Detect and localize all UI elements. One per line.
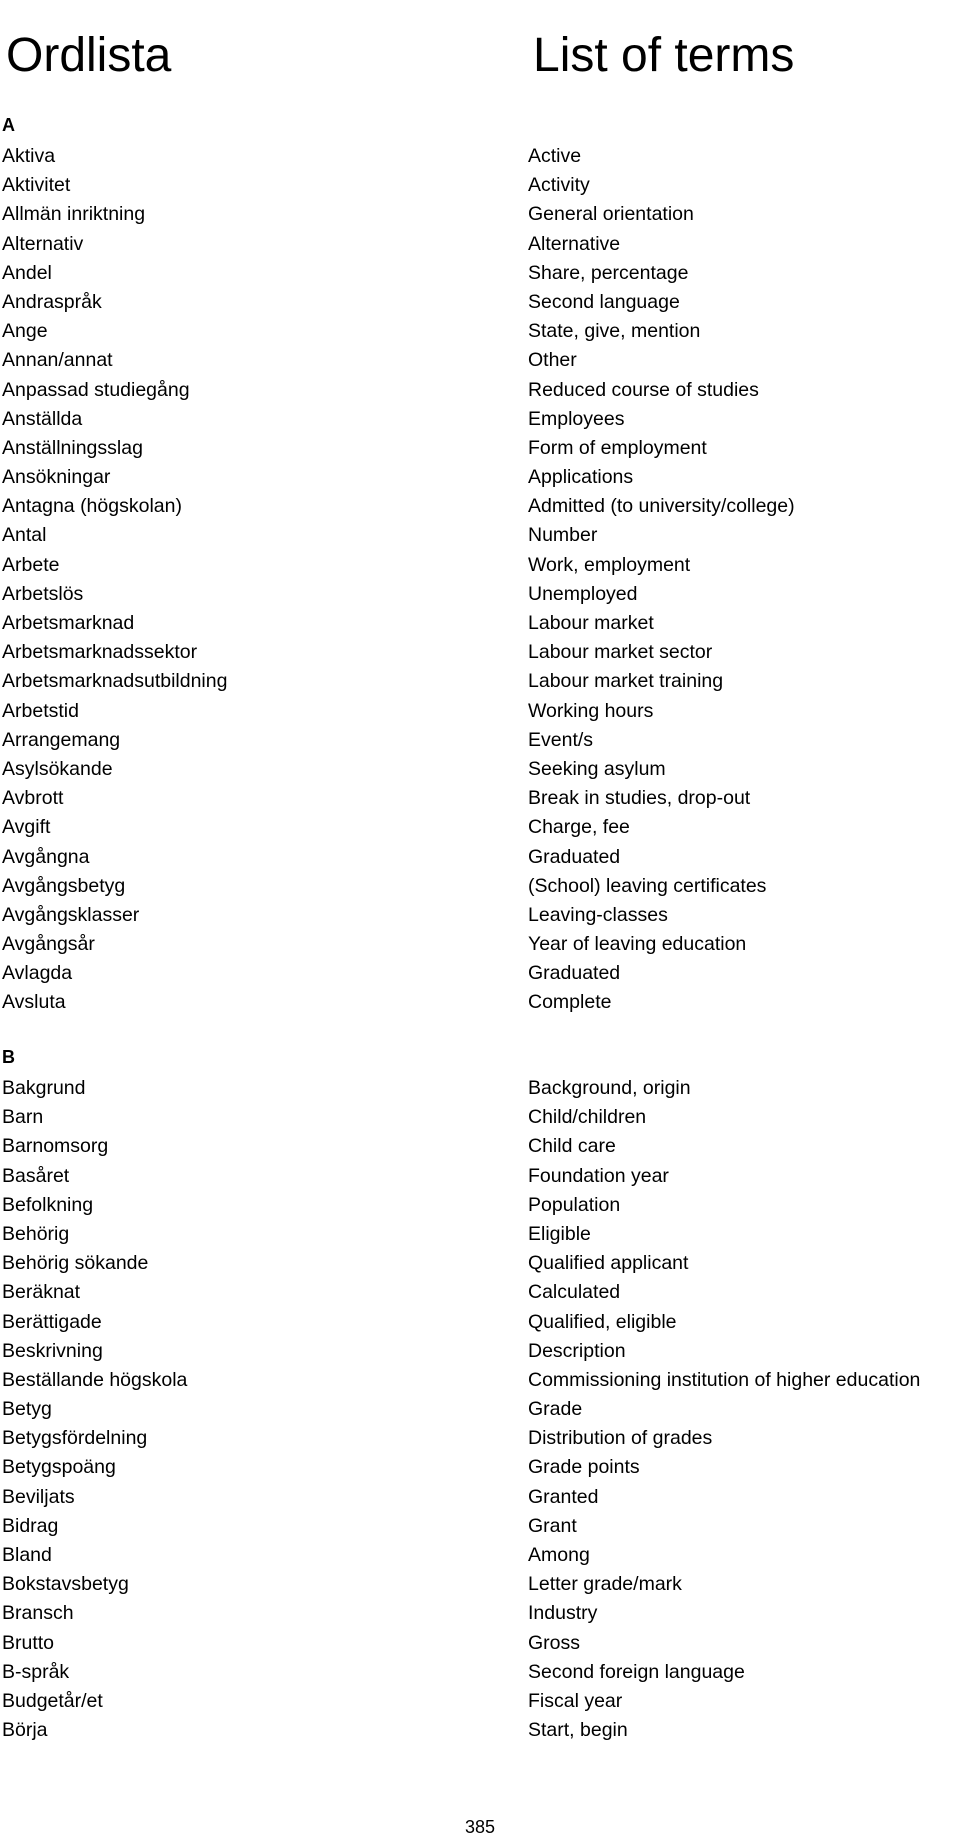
swedish-term: Budgetår/et xyxy=(2,1689,103,1712)
term-row xyxy=(0,638,960,667)
term-row xyxy=(0,1541,960,1570)
english-term: Break in studies, drop-out xyxy=(528,787,751,810)
swedish-term: Brutto xyxy=(2,1631,55,1654)
english-term: (School) leaving certificates xyxy=(528,874,767,897)
english-term: Second foreign language xyxy=(528,1660,745,1683)
swedish-term: Ansökningar xyxy=(2,466,111,489)
english-term: Share, percentage xyxy=(528,261,689,284)
term-row xyxy=(0,1629,960,1658)
term-row xyxy=(0,959,960,988)
english-term: Event/s xyxy=(528,728,594,751)
term-row xyxy=(0,1512,960,1541)
swedish-term: Alternativ xyxy=(2,232,84,255)
english-term: Grant xyxy=(528,1514,577,1537)
english-term: Fiscal year xyxy=(528,1689,623,1712)
english-term: Distribution of grades xyxy=(528,1427,713,1450)
english-term: Charge, fee xyxy=(528,816,630,839)
swedish-term: Beskrivning xyxy=(2,1339,103,1362)
english-term: Foundation year xyxy=(528,1164,669,1187)
swedish-term: Berättigade xyxy=(2,1310,102,1333)
term-row xyxy=(0,492,960,521)
english-term: Industry xyxy=(528,1602,598,1625)
english-term: Active xyxy=(528,145,582,167)
term-row xyxy=(0,1074,960,1103)
term-row xyxy=(0,930,960,959)
english-term: Letter grade/mark xyxy=(528,1573,682,1596)
swedish-term: Betyg xyxy=(2,1398,52,1421)
swedish-term: Betygsfördelning xyxy=(2,1427,148,1450)
english-term: Work, employment xyxy=(528,553,691,576)
term-row xyxy=(0,1453,960,1482)
term-row xyxy=(0,1658,960,1687)
english-term: Activity xyxy=(528,174,590,197)
swedish-term: Andraspråk xyxy=(2,290,102,313)
english-term: Eligible xyxy=(528,1222,591,1245)
swedish-term: Arbetstid xyxy=(2,699,79,722)
term-row xyxy=(0,988,960,1017)
english-term: Working hours xyxy=(528,699,654,722)
swedish-term: Avlagda xyxy=(2,962,73,985)
term-row xyxy=(0,230,960,259)
swedish-term: B-språk xyxy=(2,1660,70,1683)
term-row xyxy=(0,259,960,288)
english-term: General orientation xyxy=(528,203,694,226)
english-term: Graduated xyxy=(528,845,621,868)
section-letter: B xyxy=(2,1047,15,1067)
swedish-term: Anställda xyxy=(2,407,83,430)
english-term: Description xyxy=(528,1339,626,1362)
term-row xyxy=(0,667,960,696)
english-term: Second language xyxy=(528,290,680,313)
term-row xyxy=(0,1220,960,1249)
term-row xyxy=(0,813,960,842)
english-term: Background, origin xyxy=(528,1077,691,1099)
term-row xyxy=(0,171,960,200)
term-row xyxy=(0,142,960,171)
term-row xyxy=(0,580,960,609)
swedish-term: Anställningsslag xyxy=(2,436,143,459)
swedish-term: Beräknat xyxy=(2,1281,81,1304)
english-term: Child/children xyxy=(528,1106,647,1129)
swedish-term: Bokstavsbetyg xyxy=(2,1573,129,1596)
term-list xyxy=(0,1074,960,1745)
swedish-term: Avgångna xyxy=(2,845,90,868)
term-row xyxy=(0,1716,960,1745)
swedish-term: Börja xyxy=(2,1719,48,1742)
english-term: Population xyxy=(528,1193,621,1216)
term-row xyxy=(0,755,960,784)
term-row xyxy=(0,872,960,901)
term-row xyxy=(0,1366,960,1395)
english-term: Qualified applicant xyxy=(528,1252,689,1275)
term-row xyxy=(0,463,960,492)
english-term: Number xyxy=(528,524,598,547)
term-row xyxy=(0,697,960,726)
english-term: Other xyxy=(528,349,577,372)
english-term: Grade points xyxy=(528,1456,640,1479)
swedish-term: Betygspoäng xyxy=(2,1456,116,1479)
page-title-english: List of terms xyxy=(533,29,795,83)
swedish-term: Arrangemang xyxy=(2,728,121,751)
swedish-term: Basåret xyxy=(2,1164,70,1187)
term-row xyxy=(0,1395,960,1424)
swedish-term: Avgångsklasser xyxy=(2,903,140,926)
term-row xyxy=(0,288,960,317)
term-row xyxy=(0,784,960,813)
swedish-term: Andel xyxy=(2,261,52,284)
english-term: Grade xyxy=(528,1398,583,1421)
swedish-term: Behörig sökande xyxy=(2,1252,149,1275)
swedish-term: Beviljats xyxy=(2,1485,75,1508)
english-term: State, give, mention xyxy=(528,320,701,343)
term-row xyxy=(0,376,960,405)
term-row xyxy=(0,726,960,755)
term-row xyxy=(0,1424,960,1453)
swedish-term: Avgift xyxy=(2,816,51,839)
swedish-term: Antagna (högskolan) xyxy=(2,495,182,518)
term-row xyxy=(0,1278,960,1307)
term-row xyxy=(0,405,960,434)
term-row xyxy=(0,200,960,229)
swedish-term: Asylsökande xyxy=(2,757,113,780)
term-list xyxy=(0,142,960,1018)
term-row xyxy=(0,1162,960,1191)
term-row xyxy=(0,1308,960,1337)
term-row xyxy=(0,1570,960,1599)
english-term: Reduced course of studies xyxy=(528,378,759,401)
term-row xyxy=(0,843,960,872)
page-title-swedish: Ordlista xyxy=(6,29,172,83)
term-row xyxy=(0,317,960,346)
english-term: Seeking asylum xyxy=(528,757,666,780)
term-row xyxy=(0,1132,960,1161)
swedish-term: Bidrag xyxy=(2,1514,59,1537)
swedish-term: Bakgrund xyxy=(2,1077,86,1099)
term-row xyxy=(0,609,960,638)
section-letter: A xyxy=(2,115,15,135)
english-term: Unemployed xyxy=(528,582,638,605)
swedish-term: Bransch xyxy=(2,1602,74,1625)
swedish-term: Avgångsår xyxy=(2,933,95,956)
english-term: Leaving-classes xyxy=(528,903,668,926)
swedish-term: Avbrott xyxy=(2,787,64,810)
term-row xyxy=(0,1599,960,1628)
swedish-term: Arbetsmarknadsutbildning xyxy=(2,670,228,693)
term-row xyxy=(0,551,960,580)
term-row xyxy=(0,1483,960,1512)
english-term: Labour market xyxy=(528,612,654,634)
term-row xyxy=(0,1687,960,1716)
english-term: Qualified, eligible xyxy=(528,1310,677,1333)
english-term: Alternative xyxy=(528,232,621,255)
english-term: Admitted (to university/college) xyxy=(528,495,795,518)
english-term: Commissioning institution of higher education xyxy=(528,1368,921,1391)
term-row xyxy=(0,1337,960,1366)
term-row xyxy=(0,901,960,930)
swedish-term: Avgångsbetyg xyxy=(2,874,126,897)
english-term: Graduated xyxy=(528,962,621,985)
english-term: Complete xyxy=(528,991,612,1014)
english-term: Employees xyxy=(528,407,625,430)
english-term: Child care xyxy=(528,1135,616,1158)
english-term: Applications xyxy=(528,466,634,489)
term-row xyxy=(0,434,960,463)
swedish-term: Annan/annat xyxy=(2,349,113,372)
english-term: Form of employment xyxy=(528,436,707,459)
swedish-term: Antal xyxy=(2,524,47,547)
english-term: Start, begin xyxy=(528,1719,628,1742)
swedish-term: Beställande högskola xyxy=(2,1368,188,1391)
swedish-term: Arbetslös xyxy=(2,582,84,605)
term-row xyxy=(0,346,960,375)
swedish-term: Behörig xyxy=(2,1222,70,1245)
english-term: Gross xyxy=(528,1631,581,1654)
swedish-term: Arbete xyxy=(2,553,60,576)
english-term: Calculated xyxy=(528,1281,621,1304)
swedish-term: Aktivitet xyxy=(2,174,71,197)
swedish-term: Bland xyxy=(2,1544,52,1566)
term-row xyxy=(0,1191,960,1220)
swedish-term: Anpassad studiegång xyxy=(2,378,190,401)
english-term: Among xyxy=(528,1544,590,1566)
swedish-term: Avsluta xyxy=(2,991,66,1014)
swedish-term: Arbetsmarknadssektor xyxy=(2,641,198,664)
swedish-term: Befolkning xyxy=(2,1193,94,1216)
swedish-term: Arbetsmarknad xyxy=(2,612,135,634)
swedish-term: Barn xyxy=(2,1106,44,1129)
page-number: 385 xyxy=(464,1817,496,1837)
term-row xyxy=(0,521,960,550)
swedish-term: Barnomsorg xyxy=(2,1135,109,1158)
english-term: Labour market training xyxy=(528,670,724,693)
english-term: Labour market sector xyxy=(528,641,713,664)
swedish-term: Aktiva xyxy=(2,145,56,167)
term-row xyxy=(0,1249,960,1278)
swedish-term: Ange xyxy=(2,320,48,343)
swedish-term: Allmän inriktning xyxy=(2,203,146,226)
english-term: Year of leaving education xyxy=(528,933,747,956)
english-term: Granted xyxy=(528,1485,599,1508)
term-row xyxy=(0,1103,960,1132)
